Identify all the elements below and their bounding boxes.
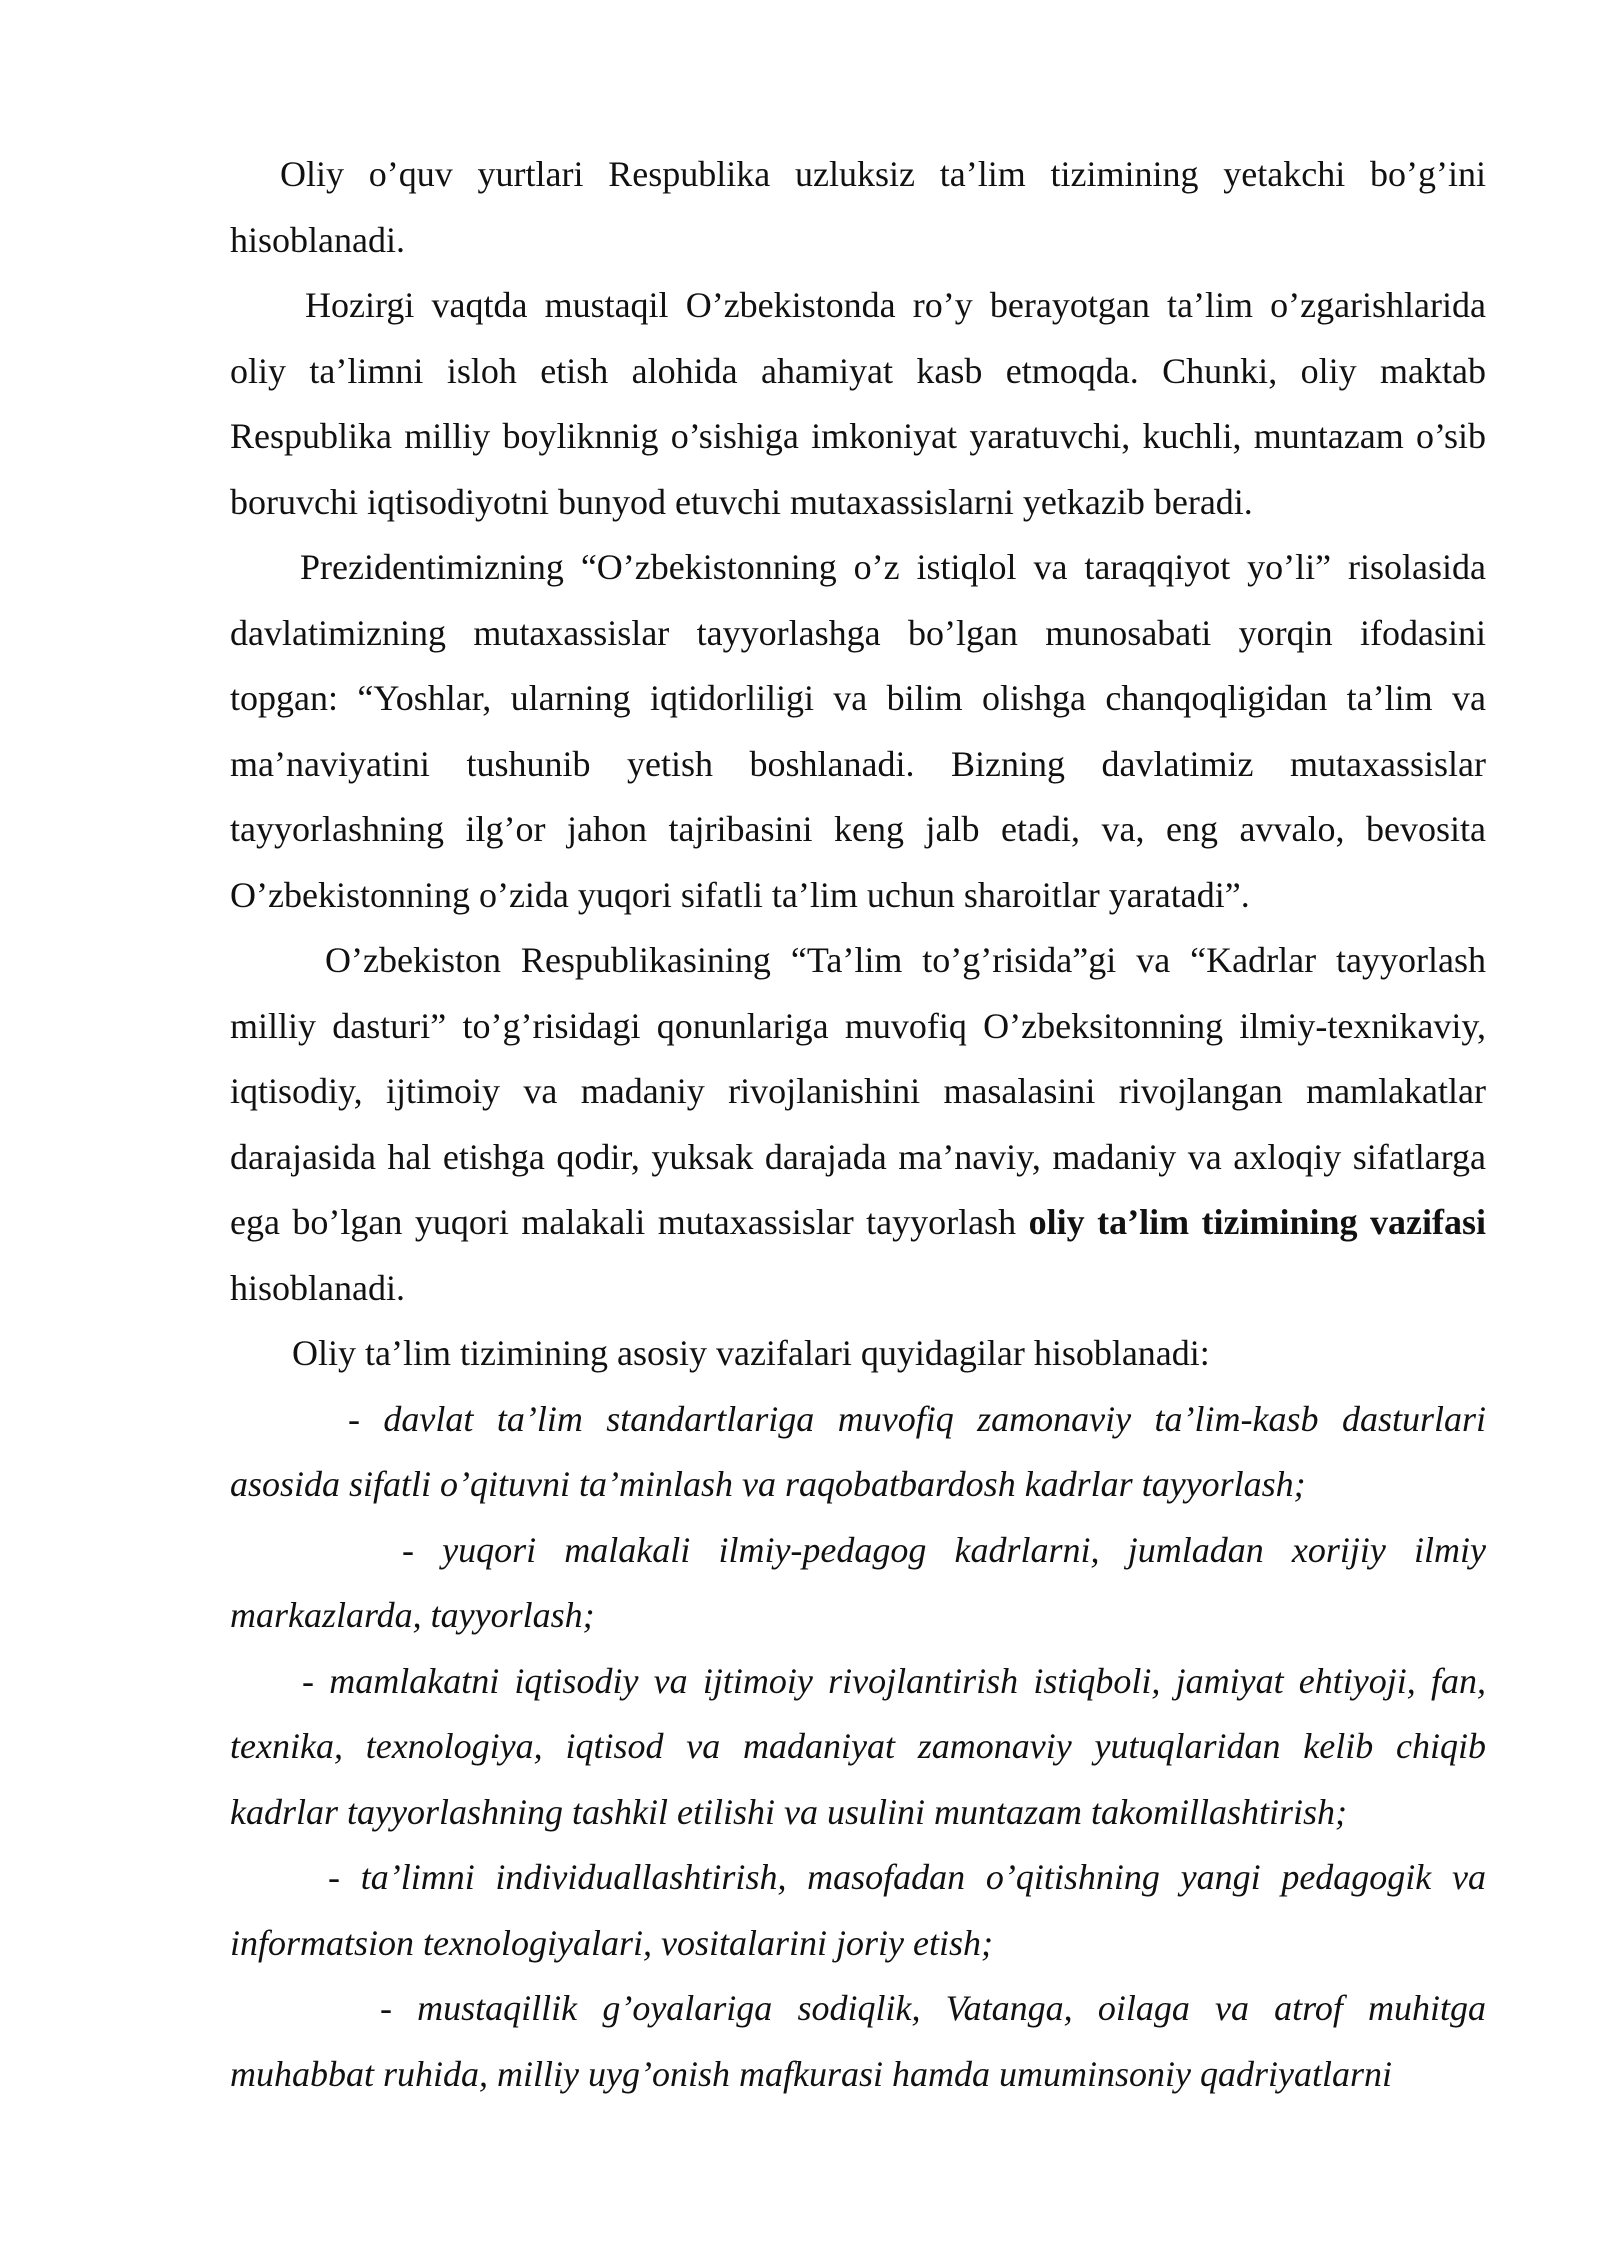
paragraph-law-emphasis: oliy ta’lim tizimining vazifasi bbox=[1028, 1202, 1487, 1242]
paragraph-law bbox=[230, 928, 1486, 1321]
document-body bbox=[230, 142, 1486, 2107]
paragraph-law-text: O’zbekiston Respublikasining “Ta’lim to’g’risida”gi va “Kadrlar tayyorlash milliy dasturi” to’g’risidagi qonunlariga muvofiq O’zbeksitonning ilmiy-texnikaviy, iqtisodiy, ijtimoiy va madaniy rivojlanishini masalasini rivojlangan mamlakatlar darajasida hal etishga qodir, yuksak darajada ma’naviy, madaniy va axloqiy sifatlarga ega bo’lgan yuqori malakali mutaxassislar tayyorlash bbox=[230, 940, 1486, 1242]
paragraph-president-quote: Prezidentimizning “O’zbekistonning o’z istiqlol va taraqqiyot yo’li” risolasida davlatimizning mutaxassislar tayyorlashga bo’lgan munosabati yorqin ifodasini topgan: “Yoshlar, ularning iqtidorliligi va bilim olishga chanqoqligidan ta’lim va ma’naviyatini tushunib yetish boshlanadi. Bizning davlatimiz mutaxassislar tayyorlashning ilg’or jahon tajribasini keng jalb etadi, va, eng avvalo, bevosita O’zbekistonning o’zida yuqori sifatli ta’lim uchun sharoitlar yaratadi”. bbox=[230, 547, 1486, 915]
paragraph-tasks-intro: Oliy ta’lim tizimining asosiy vazifalari quyidagilar hisoblanadi: bbox=[292, 1333, 1210, 1373]
paragraph-reform: Hozirgi vaqtda mustaqil O’zbekistonda ro’y berayotgan ta’lim o’zgarishlarida oliy ta’limni isloh etish alohida ahamiyat kasb etmoqda. Chunki, oliy maktab Respublika milliy boyliknnig o’sishiga imkoniyat yaratuvchi, kuchli, muntazam o’sib boruvchi iqtisodiyotni bunyod etuvchi mutaxassislarni yetkazib beradi. bbox=[230, 285, 1486, 522]
list-item-standards: - davlat ta’lim standartlariga muvofiq zamonaviy ta’lim-kasb dasturlari asosida sifatli o’qituvni ta’minlash va raqobatbardosh kadrlar tayyorlash; bbox=[230, 1398, 1486, 1504]
paragraph-law-end: hisoblanadi. bbox=[230, 1267, 405, 1308]
list-item-scientific-staff: - yuqori malakali ilmiy-pedagog kadrlarni, jumladan xorijiy ilmiy markazlarda, tayyorlash; bbox=[230, 1529, 1486, 1635]
list-item-individualization: - ta’limni individuallashtirish, masofadan o’qitishning yangi pedagogik va informatsion texnologiyalari, vositalarini joriy etish; bbox=[230, 1857, 1486, 1963]
paragraph-intro: Oliy o’quv yurtlari Respublika uzluksiz ta’lim tizimining yetakchi bo’g’ini hisoblanadi. bbox=[230, 154, 1486, 260]
list-item-modernization: - mamlakatni iqtisodiy va ijtimoiy rivojlantirish istiqboli, jamiyat ehtiyoji, fan, texnika, texnologiya, iqtisod va madaniyat zamonaviy yutuqlaridan kelib chiqib kadrlar tayyorlashning tashkil etilishi va usulini muntazam takomillashtirish; bbox=[230, 1660, 1486, 1832]
list-item-values: - mustaqillik g’oyalariga sodiqlik, Vatanga, oilaga va atrof muhitga muhabbat ruhida, milliy uyg’onish mafkurasi hamda umuminsoniy qadriyatlarni bbox=[230, 1988, 1486, 2094]
